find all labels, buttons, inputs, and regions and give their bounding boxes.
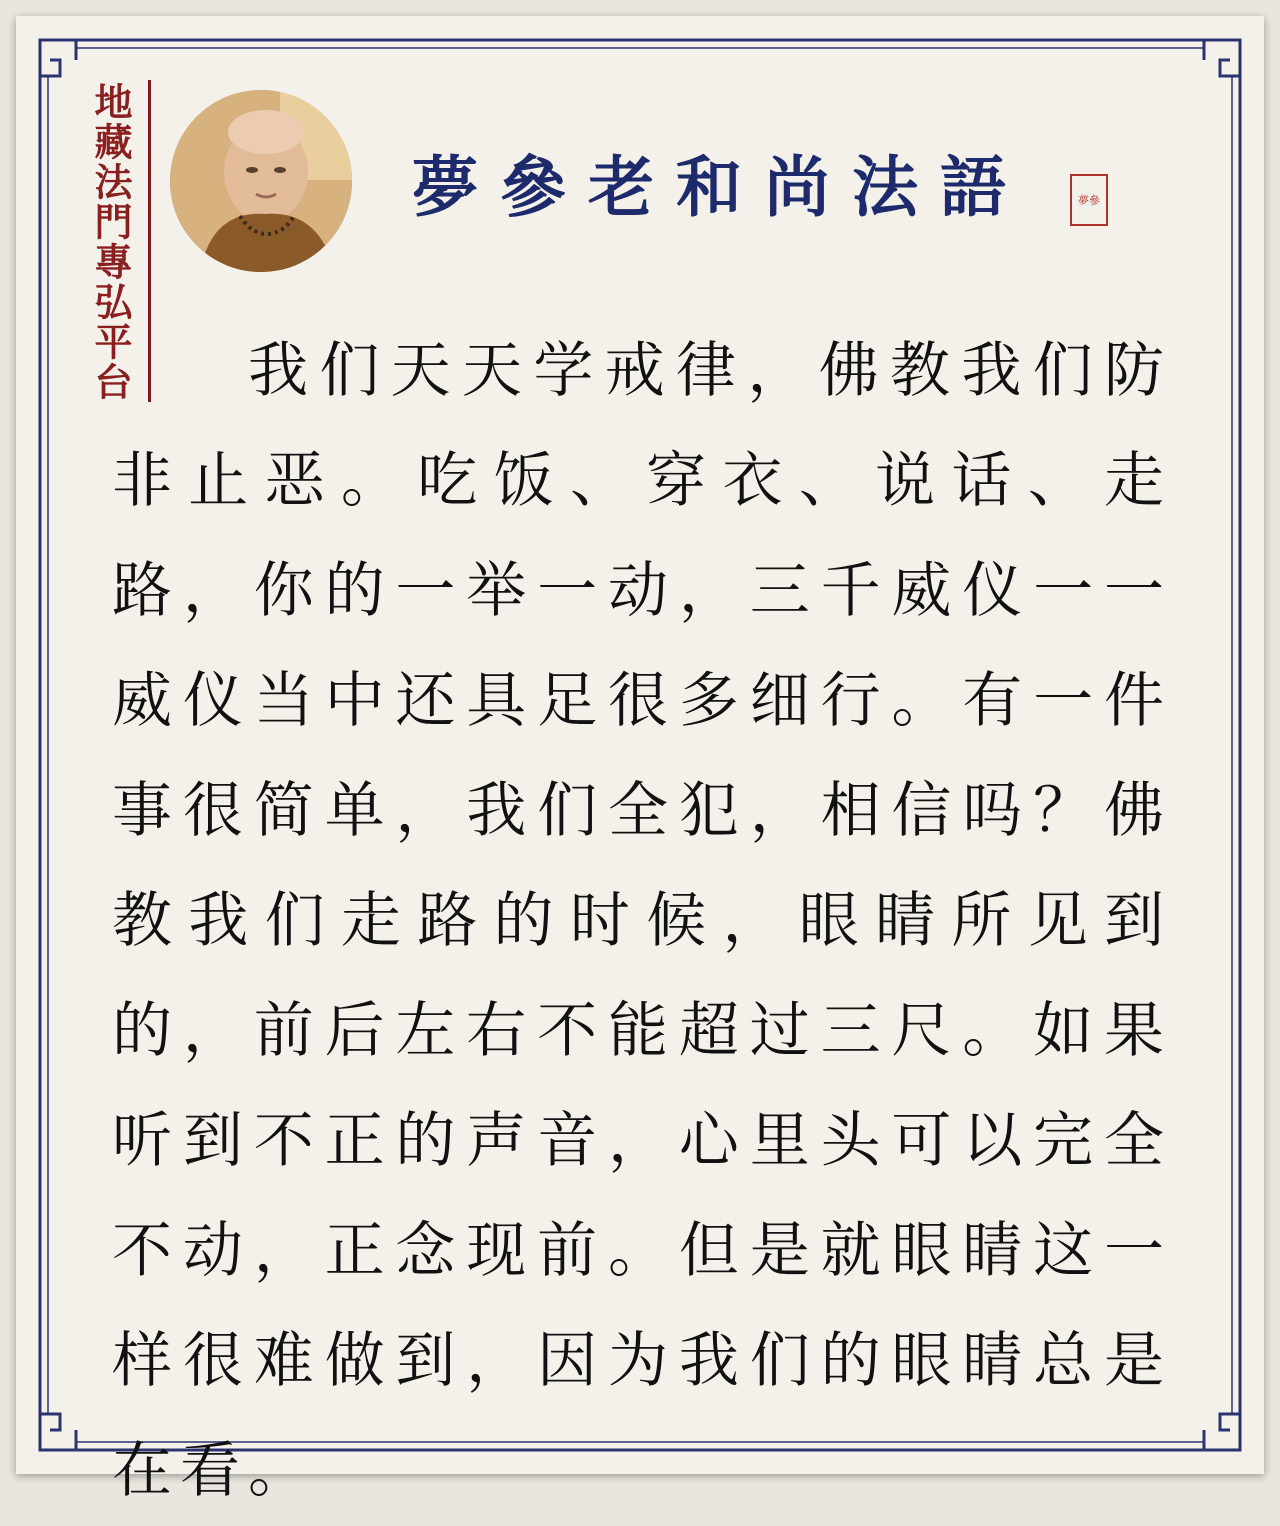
monk-portrait bbox=[170, 90, 352, 272]
seal-stamp: 夢參 bbox=[1070, 174, 1108, 226]
page-card bbox=[16, 16, 1264, 1506]
portrait-illustration bbox=[170, 90, 352, 272]
platform-name: 地藏法門專弘平台 bbox=[88, 82, 133, 402]
page-title: 夢參老和尚法語 bbox=[412, 148, 1028, 226]
dharma-text: 我们天天学戒律，佛教我们防非止恶。吃饭、穿衣、说话、走路，你的一举一动，三千威仪一一威仪当中还具足很多细行。有一件事很简单，我们全犯，相信吗？佛教我们走路的时候，眼睛所见到的，前后左右不能超过三尺。如果听到不正的声音，心里头可以完全不动，正念现前。但是就眼睛这一样很难做到，因为我们的眼睛总是在看。 bbox=[112, 336, 1172, 1506]
